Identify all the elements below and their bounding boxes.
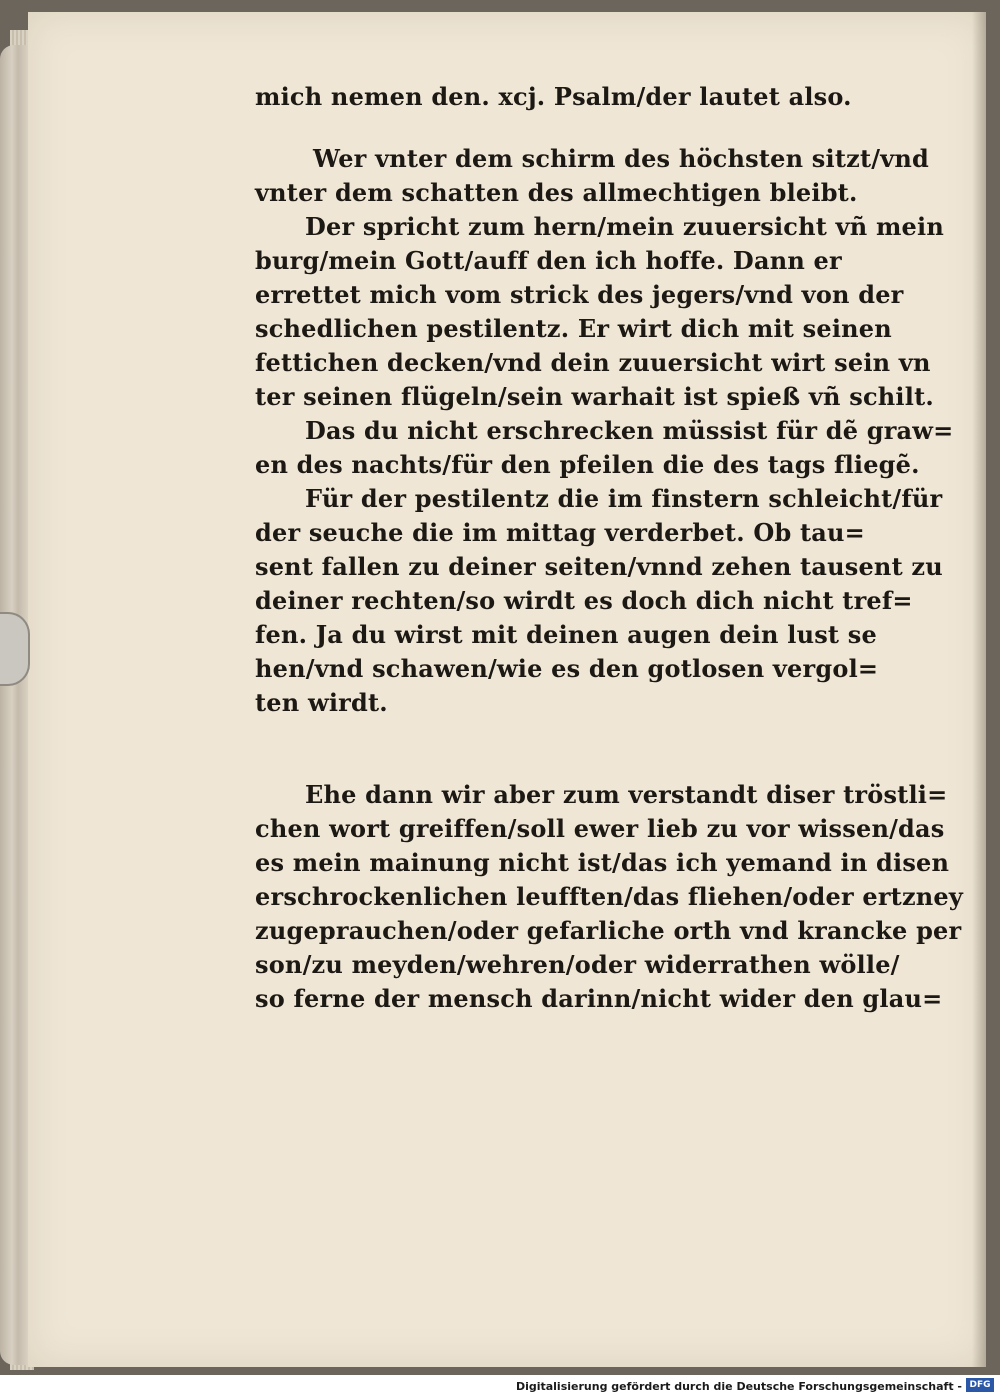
text-line: zugeprauchen/oder gefarliche orth vnd krancke per xyxy=(255,916,962,945)
text-line: der seuche die im mittag verderbet. Ob tau= xyxy=(255,518,865,547)
text-line: Der spricht zum hern/mein zuuersicht vñ mein xyxy=(305,212,944,241)
text-line: erschrockenlichen leufften/das fliehen/oder ertzney xyxy=(255,882,964,911)
text-line: Wer vnter dem schirm des höchsten sitzt/vnd xyxy=(313,144,929,173)
text-line: Ehe dann wir aber zum verstandt diser tröstli= xyxy=(305,780,948,809)
digitization-footer xyxy=(0,1375,1000,1395)
text-line: so ferne der mensch darinn/nicht wider den glau= xyxy=(255,984,943,1013)
dfg-logo: DFG xyxy=(966,1378,994,1392)
text-line: fen. Ja du wirst mit deinen augen dein lust se xyxy=(255,620,877,649)
psalm-paragraph xyxy=(255,142,954,720)
text-line: deiner rechten/so wirdt es doch dich nicht tref= xyxy=(255,586,913,615)
page-text xyxy=(255,80,964,1016)
text-line: sent fallen zu deiner seiten/vnnd zehen tausent zu xyxy=(255,552,943,581)
text-line: en des nachts/für den pfeilen die des tags fliegẽ. xyxy=(255,450,920,479)
dfg-credit-text: Digitalisierung gefördert durch die Deutsche Forschungsgemeinschaft - xyxy=(515,1380,962,1393)
text-line: Für der pestilentz die im finstern schleicht/für xyxy=(305,484,943,513)
text-line: chen wort greiffen/soll ewer lieb zu vor wissen/das xyxy=(255,814,945,843)
text-line: mich nemen den. xcj. Psalm/der lautet also. xyxy=(255,82,852,111)
text-line: hen/vnd schawen/wie es den gotlosen vergol= xyxy=(255,654,879,683)
text-line: schedlichen pestilentz. Er wirt dich mit seinen xyxy=(255,314,892,343)
text-line: ten wirdt. xyxy=(255,688,388,717)
commentary-paragraph xyxy=(255,778,964,1016)
text-line: errettet mich vom strick des jegers/vnd von der xyxy=(255,280,904,309)
text-line: es mein mainung nicht ist/das ich yemand in disen xyxy=(255,848,950,877)
text-line: son/zu meyden/wehren/oder widerrathen wölle/ xyxy=(255,950,900,979)
book-spine-edge xyxy=(0,45,30,1365)
page-clip-tab xyxy=(0,612,30,686)
text-line: fettichen decken/vnd dein zuuersicht wirt sein vn xyxy=(255,348,931,377)
text-line: ter seinen flügeln/sein warhait ist spieß vñ schilt. xyxy=(255,382,934,411)
text-line: burg/mein Gott/auff den ich hoffe. Dann er xyxy=(255,246,842,275)
page-gutter-shadow xyxy=(972,12,986,1367)
text-line: vnter dem schatten des allmechtigen bleibt. xyxy=(255,178,858,207)
text-line: Das du nicht erschrecken müssist für dẽ graw= xyxy=(305,416,954,445)
